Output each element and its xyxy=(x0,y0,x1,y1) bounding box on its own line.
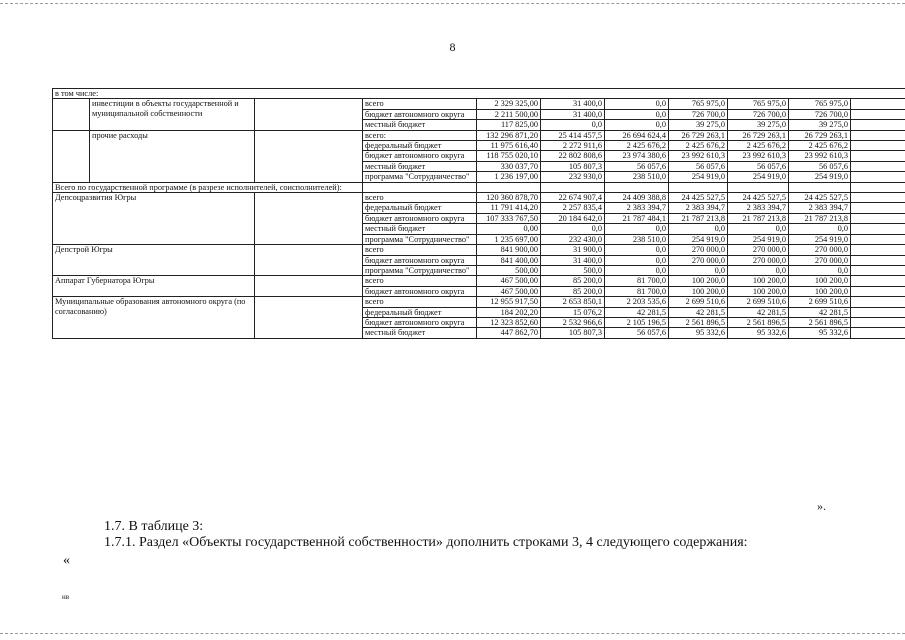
trailing-cell xyxy=(851,297,905,307)
budget-table xyxy=(52,88,905,339)
value-cell: 254 919,0 xyxy=(728,172,789,182)
value-cell: 23 974 380,6 xyxy=(605,151,669,161)
trailing-cell xyxy=(851,161,905,171)
value-cell: 726 700,0 xyxy=(728,109,789,119)
value-cell: 31 900,0 xyxy=(541,245,605,255)
value-cell: 2 105 196,5 xyxy=(605,317,669,327)
source-cell: бюджет автономного округа xyxy=(363,286,477,296)
value-cell: 23 992 610,3 xyxy=(789,151,851,161)
value-cell: 1 236 197,00 xyxy=(477,172,541,182)
source-cell: бюджет автономного округа xyxy=(363,213,477,223)
indent-cell xyxy=(53,130,90,182)
header-empty-cell xyxy=(789,182,851,192)
value-cell: 39 275,0 xyxy=(789,120,851,130)
value-cell: 841 900,00 xyxy=(477,245,541,255)
source-cell: местный бюджет xyxy=(363,224,477,234)
value-cell: 270 000,0 xyxy=(789,255,851,265)
source-cell: бюджет автономного округа xyxy=(363,317,477,327)
value-cell: 2 425 676,2 xyxy=(669,141,728,151)
trailing-cell xyxy=(851,193,905,203)
value-cell: 11 791 414,20 xyxy=(477,203,541,213)
value-cell: 24 409 388,8 xyxy=(605,193,669,203)
header-empty-cell xyxy=(477,182,541,192)
value-cell: 11 975 616,40 xyxy=(477,141,541,151)
source-cell: всего xyxy=(363,245,477,255)
value-cell: 56 057,6 xyxy=(669,161,728,171)
source-cell: федеральный бюджет xyxy=(363,141,477,151)
value-cell: 1 235 697,00 xyxy=(477,234,541,244)
value-cell: 100 200,0 xyxy=(789,286,851,296)
value-cell: 2 699 510,6 xyxy=(789,297,851,307)
value-cell: 0,0 xyxy=(605,265,669,275)
row-depsoc-total xyxy=(53,193,905,203)
value-cell: 81 700,0 xyxy=(605,276,669,286)
value-cell: 21 787 213,8 xyxy=(728,213,789,223)
value-cell: 2 561 896,5 xyxy=(789,317,851,327)
executor-name: Депсоцразвития Югры xyxy=(53,193,255,245)
value-cell: 85 200,0 xyxy=(541,276,605,286)
value-cell: 270 000,0 xyxy=(728,255,789,265)
trailing-cell xyxy=(851,276,905,286)
row-other-total xyxy=(53,130,905,140)
value-cell: 270 000,0 xyxy=(789,245,851,255)
value-cell: 95 332,6 xyxy=(669,328,728,338)
value-cell: 765 975,0 xyxy=(669,99,728,109)
trailing-cell xyxy=(851,141,905,151)
value-cell: 765 975,0 xyxy=(728,99,789,109)
value-cell: 21 787 213,8 xyxy=(669,213,728,223)
executor-blank xyxy=(255,297,363,339)
footer-mark: нв xyxy=(62,593,70,601)
value-cell: 100 200,0 xyxy=(669,286,728,296)
value-cell: 0,0 xyxy=(669,224,728,234)
trailing-cell xyxy=(851,130,905,140)
value-cell: 22 674 907,4 xyxy=(541,193,605,203)
value-cell: 95 332,6 xyxy=(789,328,851,338)
value-cell: 270 000,0 xyxy=(669,245,728,255)
value-cell: 107 333 767,50 xyxy=(477,213,541,223)
row-depstroy-total xyxy=(53,245,905,255)
value-cell: 26 729 263,1 xyxy=(789,130,851,140)
value-cell: 20 184 642,0 xyxy=(541,213,605,223)
value-cell: 42 281,5 xyxy=(605,307,669,317)
value-cell: 2 425 676,2 xyxy=(789,141,851,151)
scan-edge-bottom xyxy=(0,633,905,634)
value-cell: 0,0 xyxy=(541,120,605,130)
value-cell: 2 532 966,6 xyxy=(541,317,605,327)
value-cell: 132 296 871,20 xyxy=(477,130,541,140)
value-cell: 184 202,20 xyxy=(477,307,541,317)
value-cell: 105 807,3 xyxy=(541,328,605,338)
trailing-cell xyxy=(851,213,905,223)
trailing-cell xyxy=(851,328,905,338)
value-cell: 26 694 624,4 xyxy=(605,130,669,140)
source-cell: программа "Сотрудничество" xyxy=(363,172,477,182)
value-cell: 95 332,6 xyxy=(728,328,789,338)
value-cell: 270 000,0 xyxy=(669,255,728,265)
trailing-cell xyxy=(851,286,905,296)
trailing-cell xyxy=(851,307,905,317)
value-cell: 39 275,0 xyxy=(669,120,728,130)
value-cell: 23 992 610,3 xyxy=(728,151,789,161)
value-cell: 100 200,0 xyxy=(789,276,851,286)
value-cell: 254 919,0 xyxy=(789,172,851,182)
value-cell: 467 500,00 xyxy=(477,286,541,296)
value-cell: 0,0 xyxy=(605,120,669,130)
trailing-cell xyxy=(851,224,905,234)
value-cell: 100 200,0 xyxy=(728,276,789,286)
value-cell: 726 700,0 xyxy=(789,109,851,119)
executor-blank xyxy=(255,276,363,297)
paragraph-1-7-1: 1.7.1. Раздел «Объекты государственной собственности» дополнить строками 3, 4 следующего содержания: xyxy=(104,535,748,550)
value-cell: 2 257 835,4 xyxy=(541,203,605,213)
paragraph-1-7: 1.7. В таблице 3: xyxy=(104,519,204,534)
executor-name: Депстрой Югры xyxy=(53,245,255,276)
value-cell: 31 400,0 xyxy=(541,109,605,119)
value-cell: 56 057,6 xyxy=(605,161,669,171)
header-empty-cell xyxy=(851,182,905,192)
source-cell: местный бюджет xyxy=(363,328,477,338)
header-empty-cell xyxy=(605,182,669,192)
expense-blank xyxy=(255,130,363,182)
value-cell: 254 919,0 xyxy=(669,234,728,244)
value-cell: 238 510,0 xyxy=(605,172,669,182)
value-cell: 0,0 xyxy=(728,265,789,275)
value-cell: 0,0 xyxy=(541,224,605,234)
value-cell: 841 400,00 xyxy=(477,255,541,265)
value-cell: 232 430,0 xyxy=(541,234,605,244)
row-investments-total xyxy=(53,99,905,109)
value-cell: 2 383 394,7 xyxy=(789,203,851,213)
value-cell: 254 919,0 xyxy=(728,234,789,244)
value-cell: 26 729 263,1 xyxy=(669,130,728,140)
expense-name: инвестиции в объекты государственной и муниципальной собственности xyxy=(90,99,255,130)
header-empty-source xyxy=(363,182,477,192)
value-cell: 100 200,0 xyxy=(669,276,728,286)
trailing-cell xyxy=(851,203,905,213)
group-header: Всего по государственной программе (в разрезе исполнителей, соисполнителей): xyxy=(53,182,363,192)
value-cell: 330 037,70 xyxy=(477,161,541,171)
header-empty-cell xyxy=(669,182,728,192)
executor-name: Муниципальные образования автономного округа (по согласованию) xyxy=(53,297,255,339)
source-cell: всего xyxy=(363,99,477,109)
trailing-cell xyxy=(851,99,905,109)
source-cell: местный бюджет xyxy=(363,161,477,171)
section-label: в том числе: xyxy=(53,89,905,99)
trailing-cell xyxy=(851,245,905,255)
value-cell: 21 787 213,8 xyxy=(789,213,851,223)
value-cell: 500,00 xyxy=(477,265,541,275)
value-cell: 447 862,70 xyxy=(477,328,541,338)
value-cell: 12 323 852,60 xyxy=(477,317,541,327)
value-cell: 42 281,5 xyxy=(669,307,728,317)
value-cell: 42 281,5 xyxy=(789,307,851,317)
value-cell: 22 802 808,6 xyxy=(541,151,605,161)
source-cell: программа "Сотрудничество" xyxy=(363,265,477,275)
value-cell: 2 653 850,1 xyxy=(541,297,605,307)
value-cell: 0,0 xyxy=(728,224,789,234)
closing-quote: ». xyxy=(817,499,826,513)
row-in-that-number xyxy=(53,89,905,99)
value-cell: 12 955 917,50 xyxy=(477,297,541,307)
value-cell: 2 425 676,2 xyxy=(728,141,789,151)
source-cell: всего xyxy=(363,276,477,286)
value-cell: 56 057,6 xyxy=(789,161,851,171)
source-cell: всего: xyxy=(363,130,477,140)
value-cell: 15 076,2 xyxy=(541,307,605,317)
header-empty-cell xyxy=(541,182,605,192)
value-cell: 232 930,0 xyxy=(541,172,605,182)
source-cell: программа "Сотрудничество" xyxy=(363,234,477,244)
value-cell: 765 975,0 xyxy=(789,99,851,109)
value-cell: 31 400,0 xyxy=(541,255,605,265)
trailing-cell xyxy=(851,265,905,275)
value-cell: 26 729 263,1 xyxy=(728,130,789,140)
value-cell: 31 400,0 xyxy=(541,99,605,109)
trailing-cell xyxy=(851,255,905,265)
value-cell: 0,0 xyxy=(789,224,851,234)
value-cell: 85 200,0 xyxy=(541,286,605,296)
value-cell: 0,00 xyxy=(477,224,541,234)
trailing-cell xyxy=(851,234,905,244)
source-cell: местный бюджет xyxy=(363,120,477,130)
source-cell: всего xyxy=(363,297,477,307)
value-cell: 0,0 xyxy=(605,245,669,255)
value-cell: 2 203 535,6 xyxy=(605,297,669,307)
value-cell: 2 383 394,7 xyxy=(728,203,789,213)
value-cell: 117 825,00 xyxy=(477,120,541,130)
value-cell: 2 699 510,6 xyxy=(728,297,789,307)
executor-blank xyxy=(255,193,363,245)
trailing-cell xyxy=(851,109,905,119)
value-cell: 2 561 896,5 xyxy=(669,317,728,327)
value-cell: 726 700,0 xyxy=(669,109,728,119)
value-cell: 39 275,0 xyxy=(728,120,789,130)
value-cell: 254 919,0 xyxy=(669,172,728,182)
value-cell: 0,0 xyxy=(605,224,669,234)
value-cell: 0,0 xyxy=(605,255,669,265)
scan-edge-top xyxy=(0,3,905,4)
value-cell: 238 510,0 xyxy=(605,234,669,244)
value-cell: 0,0 xyxy=(789,265,851,275)
source-cell: бюджет автономного округа xyxy=(363,109,477,119)
executor-blank xyxy=(255,245,363,276)
row-apparat-total xyxy=(53,276,905,286)
row-municipal-total xyxy=(53,297,905,307)
value-cell: 21 787 484,1 xyxy=(605,213,669,223)
value-cell: 100 200,0 xyxy=(728,286,789,296)
header-empty-cell xyxy=(728,182,789,192)
source-cell: федеральный бюджет xyxy=(363,307,477,317)
opening-quote: « xyxy=(63,553,70,568)
trailing-cell xyxy=(851,120,905,130)
value-cell: 2 383 394,7 xyxy=(669,203,728,213)
trailing-cell xyxy=(851,151,905,161)
value-cell: 2 699 510,6 xyxy=(669,297,728,307)
value-cell: 270 000,0 xyxy=(728,245,789,255)
expense-blank xyxy=(255,99,363,130)
value-cell: 467 500,00 xyxy=(477,276,541,286)
value-cell: 118 755 020,10 xyxy=(477,151,541,161)
value-cell: 2 383 394,7 xyxy=(605,203,669,213)
value-cell: 56 057,6 xyxy=(605,328,669,338)
value-cell: 0,0 xyxy=(605,99,669,109)
indent-cell xyxy=(53,99,90,130)
executor-name: Аппарат Губернатора Югры xyxy=(53,276,255,297)
value-cell: 2 211 500,00 xyxy=(477,109,541,119)
value-cell: 42 281,5 xyxy=(728,307,789,317)
page-number: 8 xyxy=(449,40,456,54)
source-cell: федеральный бюджет xyxy=(363,203,477,213)
source-cell: бюджет автономного округа xyxy=(363,151,477,161)
expense-name: прочие расходы xyxy=(90,130,255,182)
value-cell: 24 425 527,5 xyxy=(789,193,851,203)
value-cell: 105 807,3 xyxy=(541,161,605,171)
value-cell: 24 425 527,5 xyxy=(728,193,789,203)
value-cell: 2 272 911,6 xyxy=(541,141,605,151)
value-cell: 81 700,0 xyxy=(605,286,669,296)
source-cell: всего xyxy=(363,193,477,203)
row-total-by-executors xyxy=(53,182,905,192)
value-cell: 2 425 676,2 xyxy=(605,141,669,151)
value-cell: 120 360 878,70 xyxy=(477,193,541,203)
value-cell: 56 057,6 xyxy=(728,161,789,171)
value-cell: 25 414 457,5 xyxy=(541,130,605,140)
value-cell: 24 425 527,5 xyxy=(669,193,728,203)
value-cell: 0,0 xyxy=(605,109,669,119)
value-cell: 2 329 325,00 xyxy=(477,99,541,109)
trailing-cell xyxy=(851,317,905,327)
value-cell: 500,0 xyxy=(541,265,605,275)
source-cell: бюджет автономного округа xyxy=(363,255,477,265)
trailing-cell xyxy=(851,172,905,182)
value-cell: 254 919,0 xyxy=(789,234,851,244)
value-cell: 0,0 xyxy=(669,265,728,275)
value-cell: 23 992 610,3 xyxy=(669,151,728,161)
value-cell: 2 561 896,5 xyxy=(728,317,789,327)
